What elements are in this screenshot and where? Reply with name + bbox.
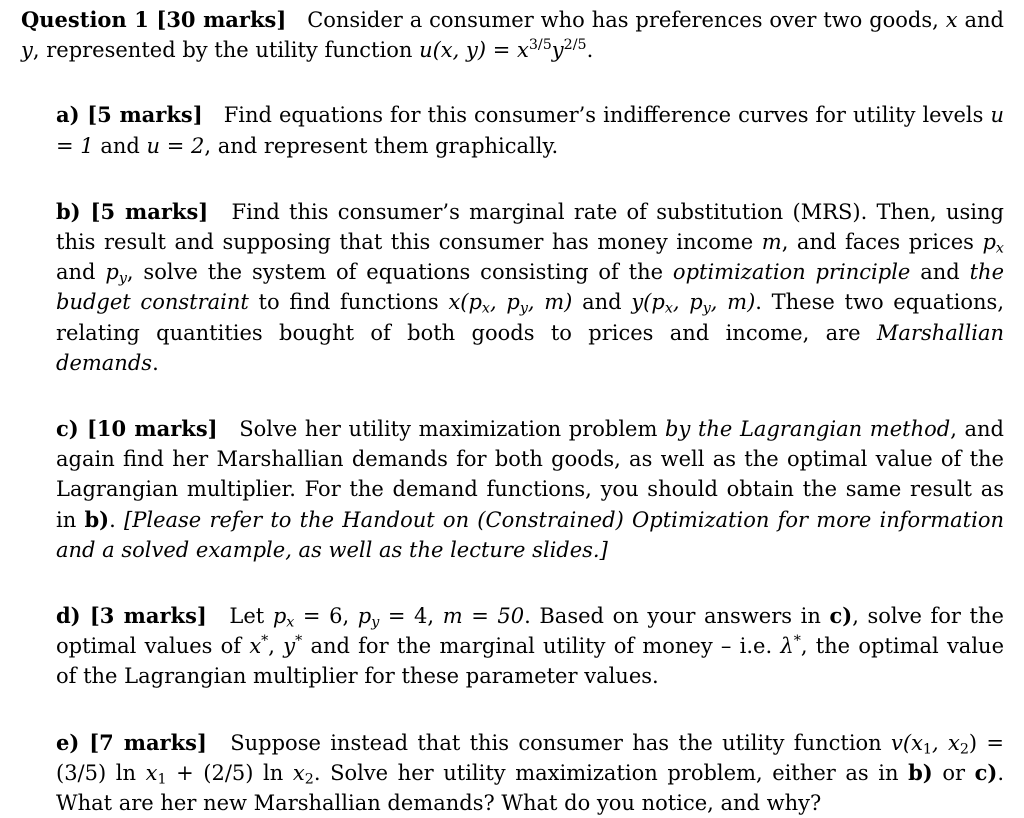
part-e-label: e) [7 marks]	[56, 729, 207, 755]
marshallian-demands: Marshallian demands	[56, 320, 1004, 375]
part-a: a) [5 marks] Find equations for this consumer’s indifference curves for utility levels u = 1 and u = 2, and represent them graphically.	[56, 102, 1004, 158]
part-c: c) [10 marks] Solve her utility maximization problem by the Lagrangian method, and again find her Marshallian demands for both goods, as well as the optimal value of the Lagrangian multiplier. For the demand functions, you should obtain the same result as in b). [Please refer to the Handout on (Constrained) Optimization for more information and a solved example, as well as the lecture slides.]	[56, 416, 1004, 562]
optimization-principle: optimization principle	[672, 260, 911, 285]
ref-part-c-2: c)	[974, 759, 998, 785]
price-x-value: $p_x = 6$,	[272, 604, 350, 631]
part-d: d) [3 marks] Let $p_x = 6$, $p_y = 4$, m = 50. Based on your answers in c), solve for the optimal values of x*, y* and for the marginal utility of money – i.e. λ*, the optimal value of the Lagrangian multiplier for these parameter values.	[56, 603, 1004, 689]
part-e: e) [7 marks] Suppose instead that this consumer has the utility function $v(x_1$, $x_2) = (3/5)$ $\ln x_1 + (2/5)$ $\ln x_2$. Solve her utility maximization problem, either as in b) or c). What are her new Marshallian demands? What do you notice, and why?	[56, 729, 1005, 816]
part-c-label: c) [10 marks]	[56, 416, 218, 442]
var-x: x	[945, 8, 958, 32]
part-b: b) [5 marks] Find this consumer’s marginal rate of substitution (MRS). Then, using this result and supposing that this consumer has money income m, and faces prices $p_x$ and $p_y$, solve the system of equations consisting of the optimization principle and the budget constraint to find functions $x(p_x$, $p_y$, m) and $y(p_x$, $p_y$, m). These two equations, relating quantities bought of both goods to prices and income, are Marshallian demands.	[56, 198, 1005, 375]
var-y: y	[21, 38, 33, 63]
lagrangian-method: by the Lagrangian method	[665, 417, 951, 442]
question-1-intro: Question 1 [30 marks] Consider a consumer who has preferences over two goods, x and y, represented by the utility function u(x, $y) = x^{3/5}y^{2/5}$.	[21, 7, 1004, 63]
part-b-label: b) [5 marks]	[56, 198, 209, 224]
problem-sheet	[21, 5, 1004, 818]
x-star: x*	[249, 633, 269, 659]
part-a-label: a) [5 marks]	[56, 102, 203, 128]
ref-part-b-2: b)	[908, 759, 933, 785]
y-star: y*	[283, 633, 303, 659]
utility-level-1: u = 1	[56, 103, 1004, 158]
price-y: $p_y$	[105, 260, 127, 287]
lambda-star: λ*	[780, 633, 801, 659]
income-value: m = 50	[442, 604, 525, 629]
question-1-label: Question 1 [30 marks]	[21, 7, 287, 32]
utility-level-2: u = 2	[146, 133, 205, 158]
price-x: $p_x$	[982, 230, 1004, 257]
log-utility-function: $v(x_1$, $x_2) = (3/5)$ $\ln x_1 + (2/5)$ $\ln x_2$	[56, 730, 1004, 788]
ref-part-b: b)	[84, 506, 110, 532]
demand-y: $y(p_x$, $p_y$, m)	[631, 290, 756, 317]
price-y-value: $p_y = 4$,	[357, 604, 435, 631]
ref-part-c: c)	[829, 603, 853, 629]
demand-x: $x(p_x$, $p_y$, m)	[448, 290, 573, 317]
question-1-text: Consider a consumer who has preferences over two goods,	[307, 8, 939, 32]
utility-function: u(x, $y) = x^{3/5}y^{2/5}$	[419, 37, 587, 63]
budget-constraint: the budget constraint	[56, 260, 1005, 315]
part-d-label: d) [3 marks]	[56, 603, 207, 629]
handout-note: [Please refer to the Handout on (Constrained) Optimization for more information and a solved example, as well as the lecture slides.]	[56, 507, 1004, 562]
